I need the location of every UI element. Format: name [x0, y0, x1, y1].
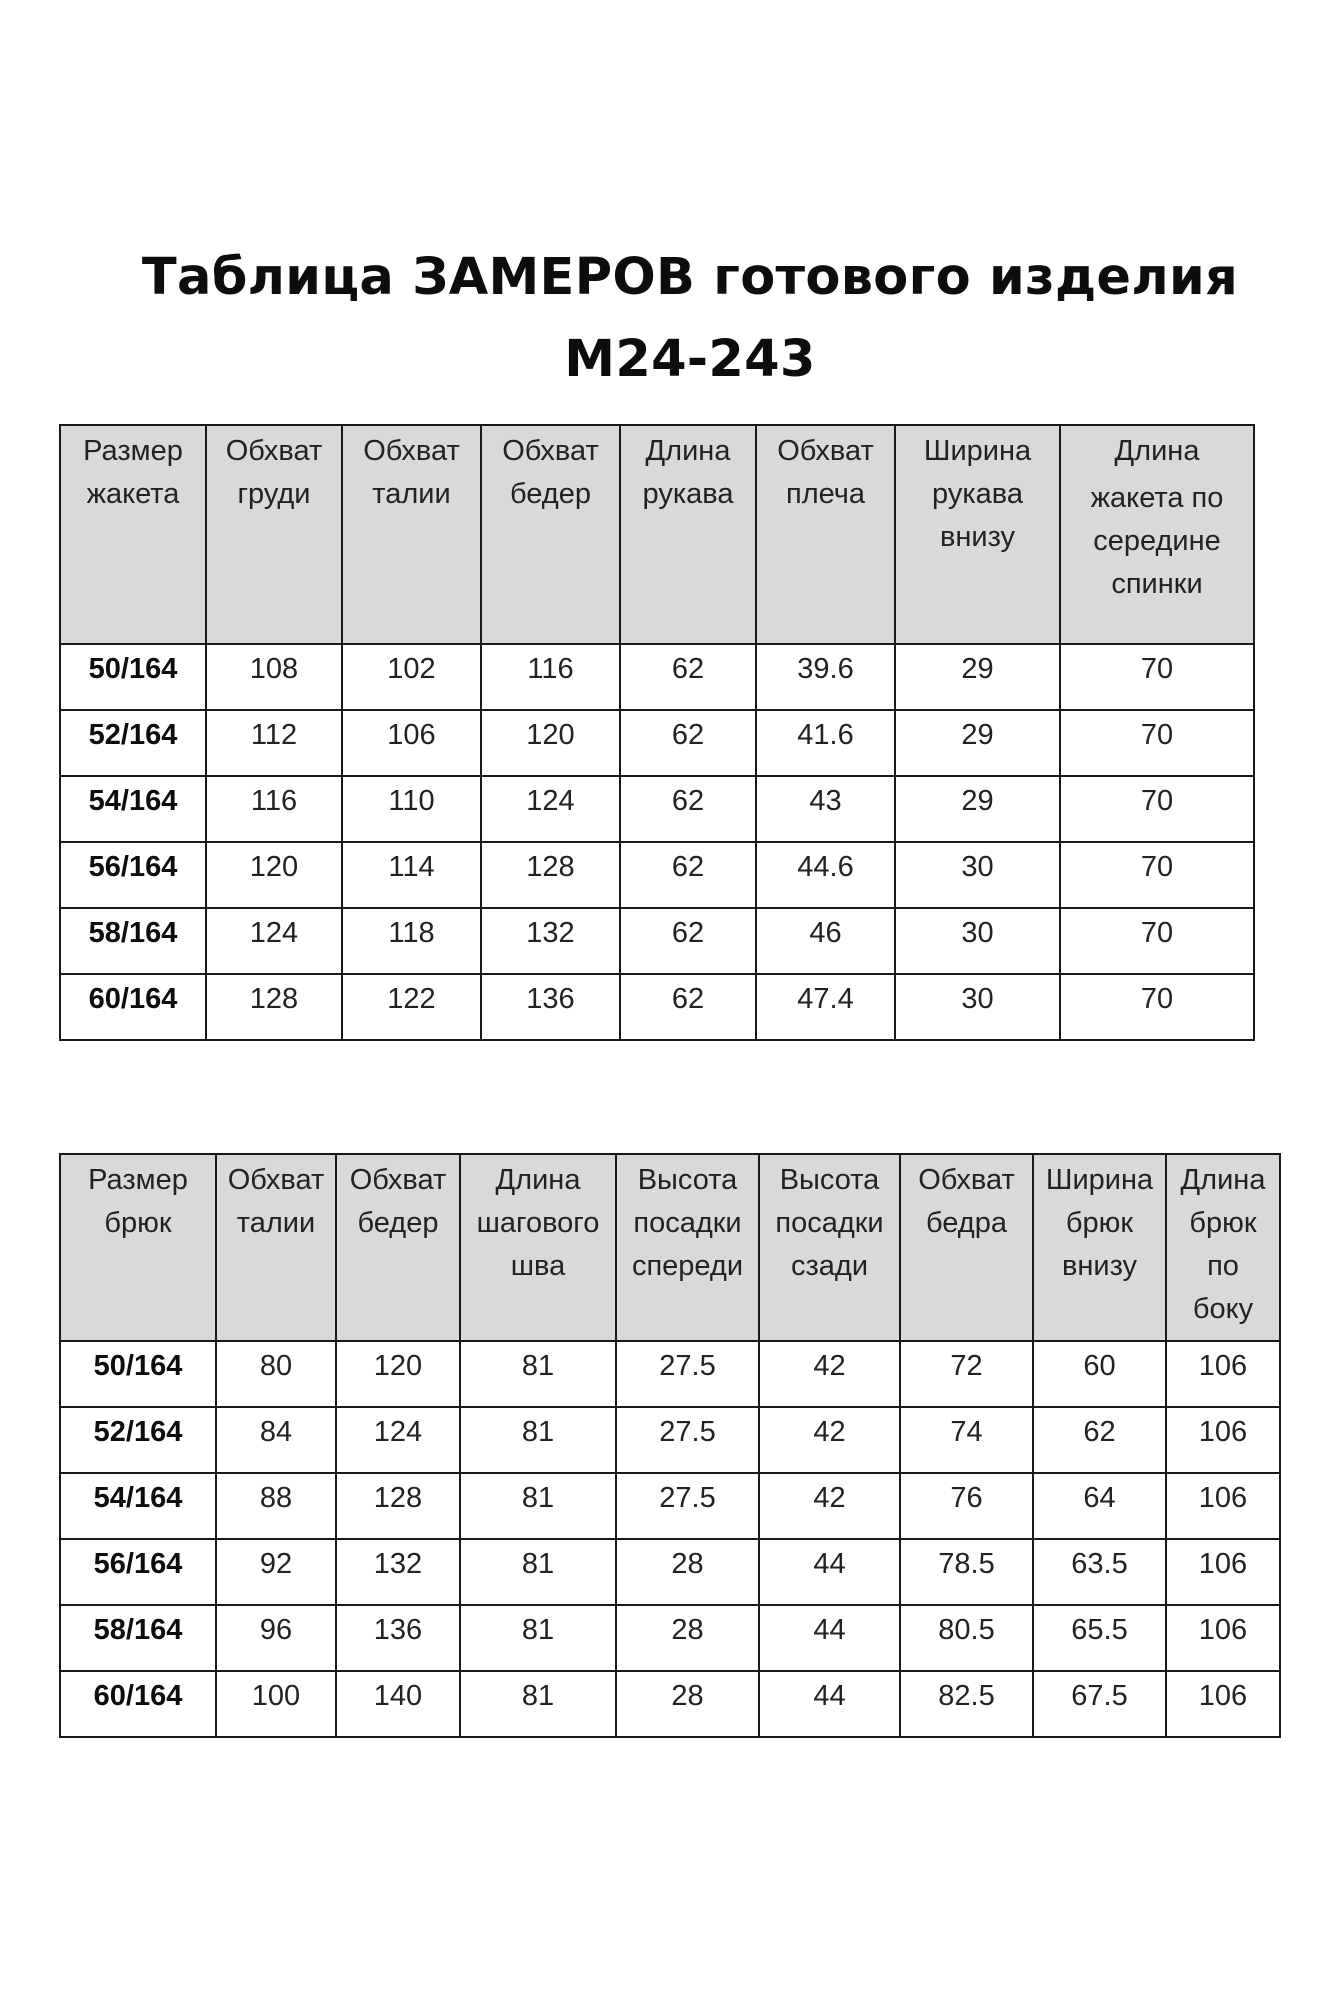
size-cell: 58/164 — [60, 1605, 216, 1671]
measurement-cell: 84 — [216, 1407, 336, 1473]
measurement-cell: 106 — [1166, 1671, 1280, 1737]
table-row — [60, 644, 1254, 710]
size-cell: 50/164 — [60, 1341, 216, 1407]
measurement-cell: 120 — [336, 1341, 460, 1407]
measurement-cell: 120 — [206, 842, 342, 908]
measurement-cell: 72 — [900, 1341, 1033, 1407]
column-header — [616, 1154, 759, 1341]
measurement-cell: 112 — [206, 710, 342, 776]
measurement-cell: 62 — [620, 842, 756, 908]
size-cell: 52/164 — [60, 710, 206, 776]
column-header-line: посадки — [633, 1207, 742, 1239]
column-header-line: рукава — [642, 478, 734, 510]
measurement-cell: 140 — [336, 1671, 460, 1737]
measurement-cell: 65.5 — [1033, 1605, 1166, 1671]
measurement-cell: 106 — [342, 710, 481, 776]
column-header-line: сзади — [790, 1250, 869, 1282]
table-row — [60, 1341, 1280, 1407]
measurement-cell: 81 — [460, 1473, 616, 1539]
column-header — [1033, 1154, 1166, 1341]
measurement-cell: 81 — [460, 1539, 616, 1605]
measurement-cell: 118 — [342, 908, 481, 974]
column-header — [895, 425, 1060, 644]
measurement-cell: 28 — [616, 1605, 759, 1671]
column-header — [759, 1154, 900, 1341]
table-row — [60, 1671, 1280, 1737]
column-header-line: Обхват — [363, 435, 460, 467]
column-header — [481, 425, 620, 644]
column-header-line: жакета — [86, 478, 180, 510]
measurement-cell: 70 — [1060, 776, 1254, 842]
column-header-line: Обхват — [225, 435, 323, 467]
table-header-row — [60, 1154, 1280, 1341]
measurement-cell: 42 — [759, 1473, 900, 1539]
column-header-line: брюк — [104, 1207, 172, 1239]
column-header — [900, 1154, 1033, 1341]
column-header-line: Обхват — [227, 1164, 325, 1196]
measurement-cell: 62 — [620, 710, 756, 776]
column-header-line: рукава — [932, 478, 1023, 510]
column-header-line: бедра — [926, 1207, 1007, 1239]
column-header-line: Высота — [637, 1164, 738, 1196]
measurement-cell: 102 — [342, 644, 481, 710]
column-header — [216, 1154, 336, 1341]
column-header — [206, 425, 342, 644]
measurement-cell: 106 — [1166, 1605, 1280, 1671]
measurement-cell: 27.5 — [616, 1473, 759, 1539]
measurement-cell: 44.6 — [756, 842, 895, 908]
measurement-cell: 81 — [460, 1407, 616, 1473]
measurement-cell: 30 — [895, 842, 1060, 908]
measurement-cell: 122 — [342, 974, 481, 1040]
measurement-cell: 62 — [620, 644, 756, 710]
column-header-line: Длина — [1114, 435, 1200, 467]
measurement-cell: 124 — [336, 1407, 460, 1473]
measurement-cell: 39.6 — [756, 644, 895, 710]
size-cell: 56/164 — [60, 1539, 216, 1605]
size-cell: 56/164 — [60, 842, 206, 908]
measurement-cell: 132 — [336, 1539, 460, 1605]
column-header-line: внизу — [1061, 1250, 1138, 1282]
measurement-cell: 29 — [895, 644, 1060, 710]
measurement-cell: 132 — [481, 908, 620, 974]
measurement-cell: 74 — [900, 1407, 1033, 1473]
measurement-cell: 70 — [1060, 974, 1254, 1040]
column-header-line: Длина — [1180, 1164, 1266, 1196]
table-row — [60, 842, 1254, 908]
column-header-line: Длина — [495, 1164, 581, 1196]
size-cell: 58/164 — [60, 908, 206, 974]
table-row — [60, 776, 1254, 842]
measurement-cell: 81 — [460, 1341, 616, 1407]
table-row — [60, 710, 1254, 776]
table-row — [60, 1473, 1280, 1539]
model-code: M24-243 — [564, 330, 816, 389]
measurement-cell: 114 — [342, 842, 481, 908]
page-title: Таблица ЗАМЕРОВ готового изделия — [141, 248, 1239, 307]
measurement-cell: 128 — [336, 1473, 460, 1539]
column-header — [342, 425, 481, 644]
measurement-cell: 30 — [895, 908, 1060, 974]
column-header — [60, 425, 206, 644]
column-header-line: Обхват — [777, 435, 874, 467]
measurement-cell: 62 — [620, 974, 756, 1040]
measurement-cell: 62 — [1033, 1407, 1166, 1473]
measurement-cell: 106 — [1166, 1407, 1280, 1473]
size-cell: 60/164 — [60, 974, 206, 1040]
measurement-cell: 136 — [481, 974, 620, 1040]
jacket-measurements-table — [59, 424, 1255, 1041]
measurement-cell: 116 — [206, 776, 342, 842]
size-cell: 60/164 — [60, 1671, 216, 1737]
measurement-cell: 70 — [1060, 908, 1254, 974]
column-header — [756, 425, 895, 644]
column-header-line: Обхват — [918, 1164, 1015, 1196]
measurement-cell: 28 — [616, 1539, 759, 1605]
measurement-cell: 70 — [1060, 710, 1254, 776]
measurement-cell: 64 — [1033, 1473, 1166, 1539]
measurement-cell: 43 — [756, 776, 895, 842]
measurement-cell: 41.6 — [756, 710, 895, 776]
column-header-line: талии — [236, 1207, 316, 1239]
column-header-line: груди — [237, 478, 311, 510]
measurement-cell: 76 — [900, 1473, 1033, 1539]
measurement-cell: 106 — [1166, 1539, 1280, 1605]
column-header-line: спереди — [631, 1250, 744, 1282]
measurement-cell: 70 — [1060, 644, 1254, 710]
column-header-line: шва — [510, 1250, 566, 1282]
column-header — [336, 1154, 460, 1341]
measurement-cell: 124 — [206, 908, 342, 974]
measurement-cell: 46 — [756, 908, 895, 974]
measurement-cell: 44 — [759, 1671, 900, 1737]
column-header-line: бедер — [357, 1207, 439, 1239]
measurement-cell: 27.5 — [616, 1407, 759, 1473]
size-cell: 52/164 — [60, 1407, 216, 1473]
column-header-line: по — [1207, 1250, 1239, 1282]
measurement-cell: 108 — [206, 644, 342, 710]
measurement-cell: 28 — [616, 1671, 759, 1737]
column-header-line: спинки — [1111, 568, 1203, 600]
column-header — [60, 1154, 216, 1341]
measurement-cell: 80 — [216, 1341, 336, 1407]
column-header — [1060, 425, 1254, 644]
column-header-line: Ширина — [923, 435, 1032, 467]
table-row — [60, 1407, 1280, 1473]
column-header-line: талии — [372, 478, 451, 510]
column-header-line: жакета по — [1090, 482, 1224, 514]
table-row — [60, 1605, 1280, 1671]
measurement-cell: 81 — [460, 1605, 616, 1671]
table-row — [60, 908, 1254, 974]
measurement-cell: 81 — [460, 1671, 616, 1737]
pants-measurements-table — [59, 1153, 1281, 1738]
table-header-row — [60, 425, 1254, 644]
measurement-cell: 96 — [216, 1605, 336, 1671]
measurement-cell: 67.5 — [1033, 1671, 1166, 1737]
measurement-cell: 47.4 — [756, 974, 895, 1040]
measurement-cell: 27.5 — [616, 1341, 759, 1407]
column-header-line: боку — [1192, 1293, 1254, 1325]
column-header-line: плеча — [785, 478, 866, 510]
column-header-line: внизу — [939, 521, 1016, 553]
measurement-cell: 29 — [895, 776, 1060, 842]
measurement-cell: 82.5 — [900, 1671, 1033, 1737]
column-header-line: Высота — [779, 1164, 880, 1196]
size-cell: 54/164 — [60, 1473, 216, 1539]
measurement-cell: 29 — [895, 710, 1060, 776]
measurement-cell: 80.5 — [900, 1605, 1033, 1671]
column-header-line: середине — [1093, 525, 1221, 557]
measurement-cell: 63.5 — [1033, 1539, 1166, 1605]
column-header-line: Размер — [88, 1164, 188, 1196]
column-header-line: Ширина — [1045, 1164, 1154, 1196]
measurement-cell: 120 — [481, 710, 620, 776]
measurement-cell: 78.5 — [900, 1539, 1033, 1605]
column-header-line: Обхват — [502, 435, 599, 467]
column-header-line: шагового — [476, 1207, 600, 1239]
size-cell: 54/164 — [60, 776, 206, 842]
column-header — [620, 425, 756, 644]
column-header-line: брюк — [1065, 1207, 1134, 1239]
measurement-cell: 88 — [216, 1473, 336, 1539]
measurement-cell: 60 — [1033, 1341, 1166, 1407]
measurement-cell: 106 — [1166, 1473, 1280, 1539]
measurement-cell: 62 — [620, 776, 756, 842]
table-row — [60, 974, 1254, 1040]
measurement-cell: 128 — [481, 842, 620, 908]
column-header — [1166, 1154, 1280, 1341]
column-header-line: посадки — [775, 1207, 884, 1239]
measurement-cell: 44 — [759, 1605, 900, 1671]
column-header-line: брюк — [1189, 1207, 1257, 1239]
measurement-cell: 42 — [759, 1341, 900, 1407]
measurement-cell: 124 — [481, 776, 620, 842]
measurement-cell: 116 — [481, 644, 620, 710]
column-header-line: Длина — [645, 435, 731, 467]
table-row — [60, 1539, 1280, 1605]
measurement-cell: 44 — [759, 1539, 900, 1605]
column-header — [460, 1154, 616, 1341]
measurement-cell: 62 — [620, 908, 756, 974]
measurement-cell: 128 — [206, 974, 342, 1040]
measurement-cell: 30 — [895, 974, 1060, 1040]
measurement-cell: 42 — [759, 1407, 900, 1473]
measurement-cell: 136 — [336, 1605, 460, 1671]
column-header-line: Размер — [83, 435, 183, 467]
size-cell: 50/164 — [60, 644, 206, 710]
column-header-line: бедер — [510, 478, 591, 510]
measurement-cell: 70 — [1060, 842, 1254, 908]
column-header-line: Обхват — [349, 1164, 447, 1196]
measurement-cell: 92 — [216, 1539, 336, 1605]
measurement-cell: 106 — [1166, 1341, 1280, 1407]
measurement-cell: 100 — [216, 1671, 336, 1737]
measurement-cell: 110 — [342, 776, 481, 842]
